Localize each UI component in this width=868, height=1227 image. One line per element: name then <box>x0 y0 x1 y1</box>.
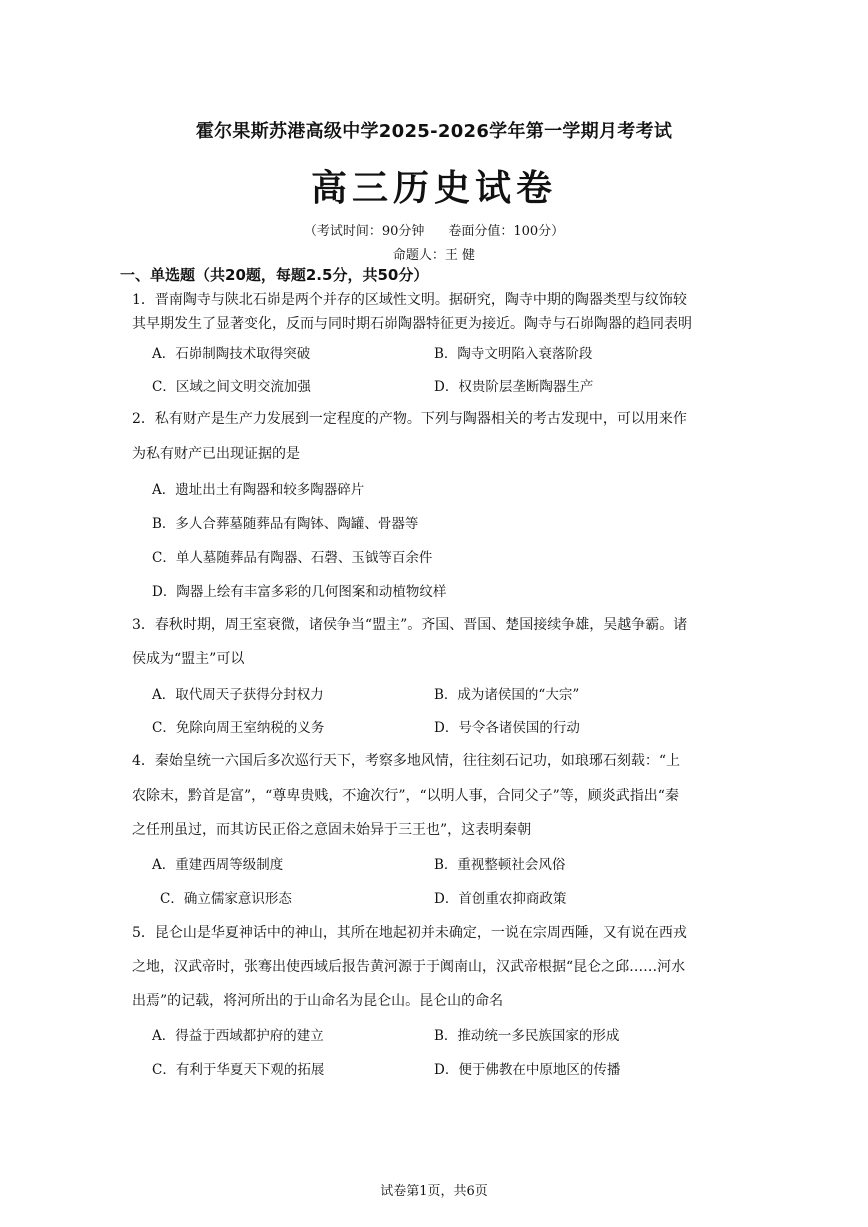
question-5-option-b: B．推动统一多民族国家的形成 <box>434 1028 620 1044</box>
question-3-option-c: C．免除向周王室纳税的义务 <box>152 720 325 736</box>
school-title: 霍尔果斯苏港高级中学2025-2026学年第一学期月考考试 <box>195 121 673 142</box>
exam-score: 卷面分值：100分） <box>448 224 565 239</box>
question-1-line-1: 1．晋南陶寺与陕北石峁是两个并存的区域性文明。据研究，陶寺中期的陶器类型与纹饰较 <box>132 292 687 308</box>
question-4-line-3: 之任刑虽过，而其访民正俗之意固未始异于三王也”，这表明秦朝 <box>132 822 532 838</box>
question-3-line-1: 3．春秋时期，周王室衰微，诸侯争当“盟主”。齐国、晋国、楚国接续争雄，吴越争霸。诸 <box>132 617 688 633</box>
question-4-option-b: B．重视整顿社会风俗 <box>434 857 566 873</box>
exam-info <box>0 220 868 239</box>
question-2-option-b: B．多人合葬墓随葬品有陶钵、陶罐、骨器等 <box>152 516 419 532</box>
question-3-option-d: D．号令各诸侯国的行动 <box>434 720 580 736</box>
page-title: 高三历史试卷 <box>310 167 557 209</box>
question-1-option-b: B．陶寺文明陷入衰落阶段 <box>434 346 593 362</box>
question-3-option-a: A．取代周天子获得分封权力 <box>152 687 324 703</box>
question-2-option-d: D．陶器上绘有丰富多彩的几何图案和动植物纹样 <box>152 584 447 600</box>
question-2-line-2: 为私有财产已出现证据的是 <box>132 446 300 462</box>
question-2-option-c: C．单人墓随葬品有陶器、石磬、玉钺等百余件 <box>152 550 433 566</box>
question-5-option-a: A．得益于西域都护府的建立 <box>152 1028 324 1044</box>
question-3-option-b: B．成为诸侯国的“大宗” <box>434 687 580 703</box>
question-1-option-d: D．权贵阶层垄断陶器生产 <box>434 379 594 395</box>
exam-author: 命题人：王 健 <box>392 248 476 263</box>
question-3-line-2: 侯成为“盟主”可以 <box>132 651 245 667</box>
question-5-line-2: 之地，汉武帝时，张骞出使西域后报告黄河源于于阗南山，汉武帝根据“昆仑之邱……河水 <box>132 959 686 975</box>
question-4-option-a: A．重建西周等级制度 <box>152 857 284 873</box>
question-5-option-d: D．便于佛教在中原地区的传播 <box>434 1062 621 1078</box>
question-2-line-1: 2．私有财产是生产力发展到一定程度的产物。下列与陶器相关的考古发现中，可以用来作 <box>132 411 687 427</box>
question-4-option-d: D．首创重农抑商政策 <box>434 891 567 907</box>
question-5-line-3: 出焉”的记载，将河所出的于山命名为昆仑山。昆仑山的命名 <box>132 993 504 1009</box>
question-1-option-c: C．区域之间文明交流加强 <box>152 379 311 395</box>
question-1-line-2: 其早期发生了显著变化，反而与同时期石峁陶器特征更为接近。陶寺与石峁陶器的趋同表明 <box>132 316 692 332</box>
page-footer: 试卷第1页，共6页 <box>380 1184 488 1199</box>
exam-time: （考试时间：90分钟 <box>303 224 425 239</box>
question-1-option-a: A．石峁制陶技术取得突破 <box>152 346 311 362</box>
question-5-line-1: 5．昆仑山是华夏神话中的神山，其所在地起初并未确定，一说在宗周西陲，又有说在西戎 <box>132 925 687 941</box>
question-4-line-2: 农除末，黔首是富”，“尊卑贵贱，不逾次行”，“以明人事，合同父子”等，顾炎武指出“秦 <box>132 788 679 804</box>
question-2-option-a: A．遗址出土有陶器和较多陶器碎片 <box>152 482 365 498</box>
question-5-option-c: C．有利于华夏天下观的拓展 <box>152 1062 325 1078</box>
section-heading: 一、单选题（共20题，每题2.5分，共50分） <box>120 266 429 284</box>
question-4-option-c: C．确立儒家意识形态 <box>160 891 292 907</box>
question-4-line-1: 4．秦始皇统一六国后多次巡行天下，考察多地风情，往往刻石记功，如琅琊石刻载：“上 <box>132 753 681 769</box>
